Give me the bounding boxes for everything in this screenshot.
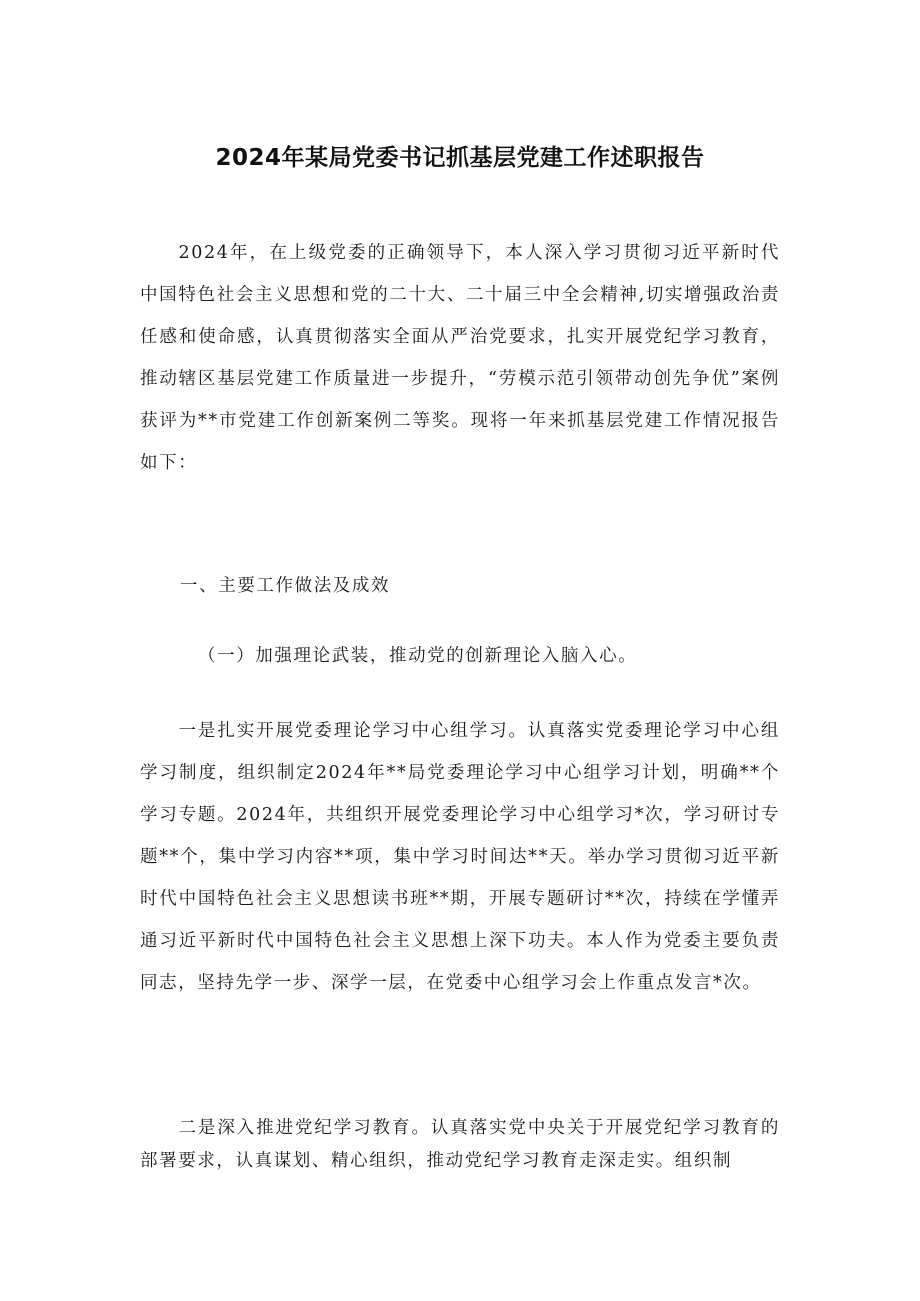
intro-paragraph: 2024年，在上级党委的正确领导下，本人深入学习贯彻习近平新时代中国特色社会主义思想和党的二十大、二十届三中全会精神,切实增强政治责任感和使命感，认真贯彻落实全面从严治党要求，扎实开展党纪学习教育，推动辖区基层党建工作质量进一步提升，“劳模示范引领带动创先争优”案例获评为**市党建工作创新案例二等奖。现将一年来抓基层党建工作情况报告如下： xyxy=(140,243,780,473)
body-paragraph-1: 一是扎实开展党委理论学习中心组学习。认真落实党委理论学习中心组学习制度，组织制定2024年**局党委理论学习中心组学习计划，明确**个学习专题。2024年，共组织开展党委理论学习中心组学习*次，学习研讨专题**个，集中学习内容**项，集中学习时间达**天。举办学习贯彻习近平新时代中国特色社会主义思想读书班**期，开展专题研讨**次，持续在学懂弄通习近平新时代中国特色社会主义思想上深下功夫。本人作为党委主要负责同志，坚持先学一步、深学一层，在党委中心组学习会上作重点发言*次。 xyxy=(140,721,780,993)
body-paragraph-2: 二是深入推进党纪学习教育。认真落实党中央关于开展党纪学习教育的部署要求，认真谋划、精心组织，推动党纪学习教育走深走实。组织制 xyxy=(140,1118,780,1171)
document-title: 2024年某局党委书记抓基层党建工作述职报告 xyxy=(215,145,705,172)
section-heading: 一、主要工作做法及成效 xyxy=(180,576,391,596)
subsection-heading: （一）加强理论武装，推动党的创新理论入脑入心。 xyxy=(198,646,638,666)
